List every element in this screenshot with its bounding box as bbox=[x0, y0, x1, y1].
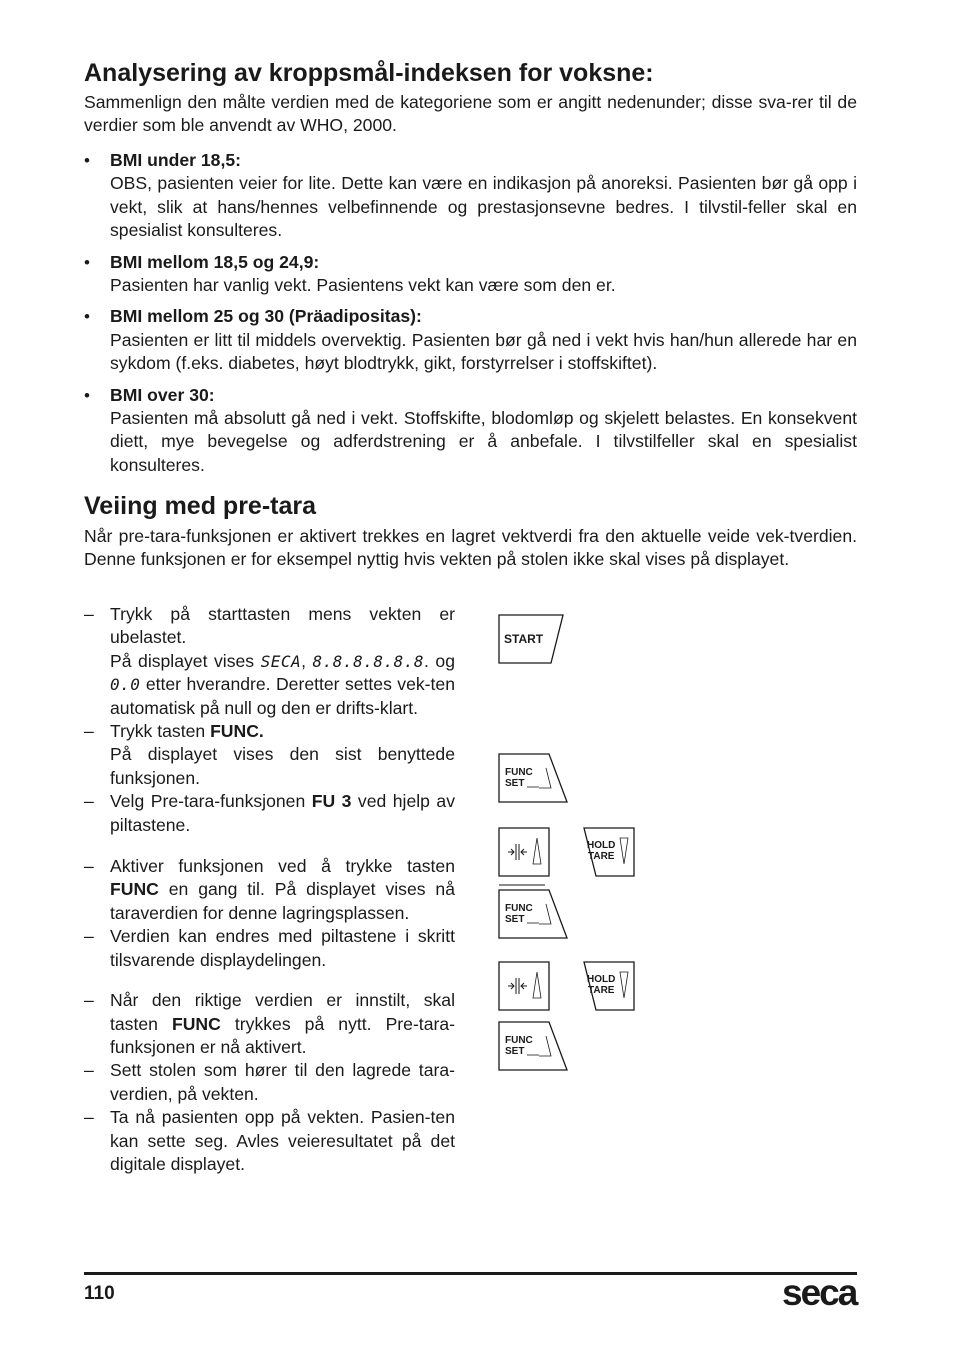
svg-text:HOLD: HOLD bbox=[587, 840, 616, 851]
bmi-category-text: Pasienten må absolutt gå ned i vekt. Stoffskifte, blodomløp og skjelett belastes. En konsekvent diett, mye bevegelse og adferdstrening er å anbefale. I tilvstilfeller skal en spesialist konsulteres. bbox=[110, 408, 857, 475]
svg-text:FUNC: FUNC bbox=[505, 903, 533, 914]
svg-text:START: START bbox=[504, 632, 544, 646]
bmi-category-list bbox=[84, 149, 857, 485]
step-item: – Aktiver funksjonen ved å trykke tasten FUNC en gang til. På displayet vises nå taraverdien for denne lagringsplassen. bbox=[84, 856, 455, 923]
display-zero: 0.0 bbox=[110, 675, 141, 695]
seca-logo: seca bbox=[782, 1272, 857, 1313]
start-key-icon bbox=[497, 613, 567, 665]
svg-text:SET: SET bbox=[505, 1046, 525, 1057]
footer-rule bbox=[84, 1272, 857, 1275]
svg-text:SET: SET bbox=[505, 914, 525, 925]
arrow-down-key-icon bbox=[497, 826, 553, 878]
hold-tare-key-icon bbox=[582, 826, 638, 878]
bmi-category-label: BMI under 18,5: bbox=[110, 150, 241, 170]
list-item: • BMI under 18,5: OBS, pasienten veier for lite. Dette kan være en indikasjon på anoreksi. Pasienten bør gå opp i vekt, slik at hans/hennes velbefinnende og prestasjonsevne bedres. I tilvstil-feller skal en spesialist konsulteres. bbox=[84, 150, 857, 241]
page-number: 110 bbox=[84, 1283, 115, 1304]
hold-tare-key-icon bbox=[582, 960, 638, 1012]
step-item: – Verdien kan endres med piltastene i skritt tilsvarende displaydelingen. bbox=[84, 926, 455, 970]
bmi-category-label: BMI mellom 18,5 og 24,9: bbox=[110, 251, 320, 272]
func-set-key-icon bbox=[497, 888, 571, 940]
svg-text:FUNC: FUNC bbox=[505, 1035, 533, 1046]
bmi-category-text: Pasienten er litt til middels overvektig. Pasienten bør gå ned i vekt hvis han/hun allerede har en sykdom (f.eks. diabetes, høyt blodtrykk, gikt, forstyrrelser i stoffskiftet). bbox=[110, 329, 857, 374]
svg-text:TARE: TARE bbox=[588, 851, 615, 862]
bmi-category-label: BMI over 30: bbox=[110, 384, 215, 405]
step-item: – Sett stolen som hører til den lagrede tara-verdien, på vekten. bbox=[84, 1060, 455, 1104]
bmi-intro: Sammenlign den målte verdien med de kategoriene som er angitt nedenunder; disse sva-rer til de verdier som ble anvendt av WHO, 2000. bbox=[84, 92, 857, 136]
step-item: – Ta nå pasienten opp på vekten. Pasien-ten kan sette seg. Avles veieresultatet på det digitale displayet. bbox=[84, 1107, 455, 1174]
display-all-segments: 8.8.8.8.8.8 bbox=[312, 651, 424, 671]
step-item: – Trykk tasten FUNC. På displayet vises den sist benyttede funksjonen. bbox=[84, 721, 455, 788]
section-title-pretara: Veiing med pre-tara bbox=[84, 492, 317, 520]
bmi-category-text: Pasienten har vanlig vekt. Pasientens vekt kan være som den er. bbox=[110, 275, 616, 296]
list-item: • BMI mellom 25 og 30 (Präadipositas): Pasienten er litt til middels overvektig. Pasienten bør gå ned i vekt hvis han/hun allerede har en sykdom (f.eks. diabetes, høyt blodtrykk, gikt, forstyrrelser i stoffskiftet). bbox=[84, 306, 857, 374]
svg-text:TARE: TARE bbox=[588, 985, 615, 996]
svg-text:SET: SET bbox=[505, 778, 525, 789]
section-title-bmi: Analysering av kroppsmål-indeksen for voksne: bbox=[84, 59, 654, 87]
step-item: – Trykk på starttasten mens vekten er ubelastet. På displayet vises SECA, 8.8.8.8.8.8. og 0.0 etter hverandre. Deretter settes vek-ten automatisk på null og den er drifts-klart. bbox=[84, 604, 455, 718]
bmi-category-label: BMI mellom 25 og 30 (Präadipositas): bbox=[110, 306, 422, 327]
list-item: • BMI over 30: Pasienten må absolutt gå ned i vekt. Stoffskifte, blodomløp og skjelett belastes. En konsekvent diett, mye bevegelse og adferdstrening er å anbefale. I tilvstilfeller skal en spesialist konsulteres. bbox=[84, 384, 857, 475]
svg-text:HOLD: HOLD bbox=[587, 974, 616, 985]
pretara-steps bbox=[84, 603, 455, 1176]
svg-text:FUNC: FUNC bbox=[505, 767, 533, 778]
func-set-key-icon bbox=[497, 1020, 571, 1072]
arrow-down-key-icon bbox=[497, 960, 553, 1012]
bmi-category-text: OBS, pasienten veier for lite. Dette kan være en indikasjon på anoreksi. Pasienten bør gå opp i vekt, slik at hans/hennes velbefinnende og prestasjonsevne bedres. I tilvstil-feller skal en spesialist konsulteres. bbox=[110, 173, 857, 241]
pretara-intro: Når pre-tara-funksjonen er aktivert trekkes en lagret vektverdi fra den aktuelle veide vek-tverdien. Denne funksjonen er for eksempel nyttig hvis vekten på stolen ikke skal vises på displayet. bbox=[84, 526, 857, 570]
display-seca: SECA bbox=[260, 651, 302, 671]
func-set-key-icon bbox=[497, 752, 571, 804]
step-item: – Når den riktige verdien er innstilt, skal tasten FUNC trykkes på nytt. Pre-tara-funksjonen er nå aktivert. bbox=[84, 990, 455, 1057]
step-item: – Velg Pre-tara-funksjonen FU 3 ved hjelp av piltastene. bbox=[84, 791, 455, 835]
list-item: • BMI mellom 18,5 og 24,9: Pasienten har vanlig vekt. Pasientens vekt kan være som den er. bbox=[84, 251, 857, 298]
